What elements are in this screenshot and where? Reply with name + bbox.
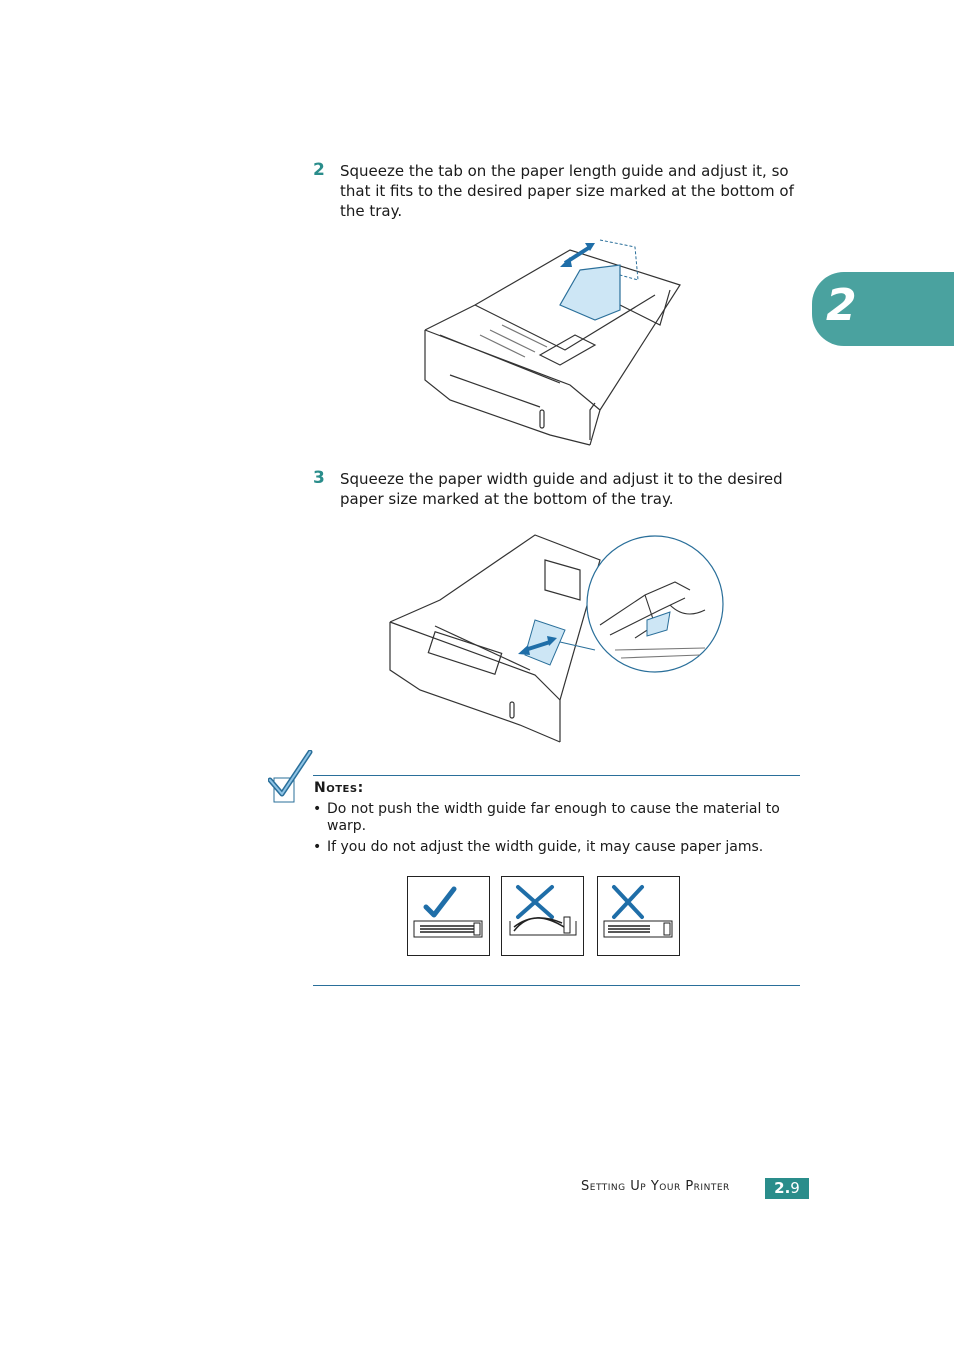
- notes-list: [313, 801, 803, 860]
- correct-guide-diagram: [407, 876, 490, 956]
- chapter-number: 2: [826, 280, 857, 331]
- step-text: Squeeze the paper width guide and adjust it to the desired paper size marked at the bottom of the tray.: [340, 470, 783, 508]
- page-number-major: 2.: [774, 1179, 791, 1197]
- incorrect-warped-diagram: [501, 876, 584, 956]
- checkmark-icon: [268, 750, 314, 806]
- note-item: • If you do not adjust the width guide, it may cause paper jams.: [313, 839, 803, 856]
- step-number: 2: [313, 160, 325, 180]
- note-item: • Do not push the width guide far enough to cause the material to warp.: [313, 801, 803, 835]
- chapter-tab: [812, 272, 954, 346]
- page-number-minor: 9: [790, 1179, 800, 1197]
- notes-top-rule: [313, 775, 800, 776]
- cross-icon: [614, 887, 642, 917]
- footer-chapter-title: Setting Up Your Printer: [581, 1179, 730, 1194]
- step-text: Squeeze the tab on the paper length guide and adjust it, so that it fits to the desired paper size marked at the bottom of the tray.: [340, 162, 794, 220]
- incorrect-loose-diagram: [597, 876, 680, 956]
- length-guide-illustration: [420, 235, 690, 447]
- page-number: [765, 1178, 809, 1199]
- notes-heading: Notes:: [314, 780, 364, 796]
- cross-icon: [518, 887, 552, 917]
- checkmark-icon: [426, 889, 454, 915]
- notes-bottom-rule: [313, 985, 800, 986]
- step-number: 3: [313, 468, 325, 488]
- width-guide-illustration: [385, 530, 725, 748]
